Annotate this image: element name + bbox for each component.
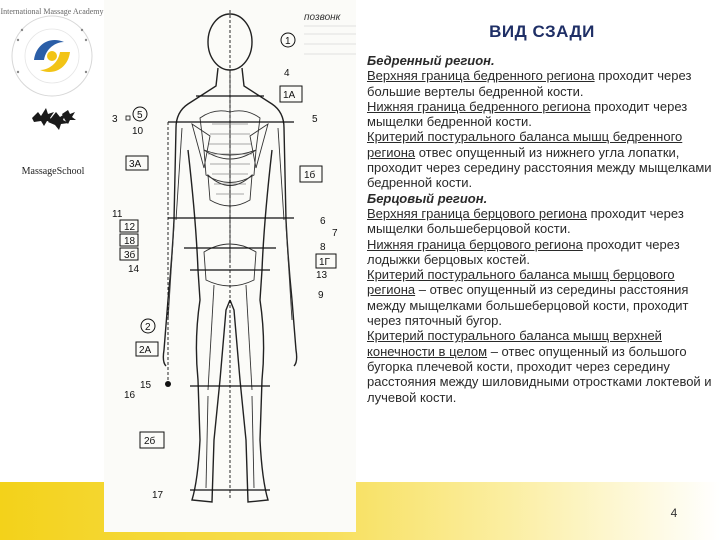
upper-limb-criterion-text: – отвес опущенный из большого бугорка плечевой кости, проходит через середину расстояния между шиловидными отростками локтевой и лучевой кости.: [367, 343, 712, 405]
marker-right: 7: [332, 228, 338, 239]
tibial-lower-label: Нижняя граница берцового региона: [367, 236, 583, 252]
figure-top-word: позвонк: [304, 12, 341, 23]
paragraph: [367, 68, 713, 99]
marker-left: 2: [145, 322, 151, 333]
femoral-criterion-text: отвес опущенный из нижнего угла лопатки, проходит через середину расстояния между мыщелками бедренной кости.: [367, 144, 712, 191]
paragraph: [367, 206, 713, 237]
marker-left: 10: [132, 126, 144, 137]
femoral-upper-text: проходит через большие вертелы бедренной кости.: [367, 68, 692, 99]
marker-left: 15: [140, 380, 152, 391]
body-text: [367, 53, 713, 405]
slide-title: ВИД СЗАДИ: [489, 22, 595, 41]
femoral-upper-label: Верхняя граница бедренного региона: [367, 68, 595, 84]
paragraph: [367, 237, 713, 268]
tibial-criterion-text: – отвес опущенный из середины расстояния между мыщелками большеберцовой кости, проходит через пяточный бугор.: [367, 282, 689, 329]
marker-right: 1: [285, 36, 291, 47]
marker-right: 1б: [304, 170, 316, 181]
tibial-criterion-label: Критерий постурального баланса мышц берцового региона: [367, 267, 675, 298]
marker-right: 4: [284, 68, 290, 79]
marker-right: 13: [316, 270, 328, 281]
marker-left: 11: [112, 209, 123, 220]
marker-left: 16: [124, 390, 136, 401]
upper-limb-criterion-label: Критерий постурального баланса мышц верхней конечности в целом: [367, 328, 662, 359]
marker-right: 6: [320, 216, 326, 227]
marker-left: 3: [112, 114, 118, 125]
logo-ring-text: International Massage Academy: [0, 7, 104, 16]
anatomy-figure: [104, 0, 356, 532]
marker-left: 3А: [129, 159, 142, 170]
marker-left: 2б: [144, 436, 156, 447]
paragraph: [367, 328, 713, 404]
marker-right: 8: [320, 242, 326, 253]
marker-right: 5: [312, 114, 318, 125]
marker-left: 5: [137, 110, 143, 121]
tibial-lower-text: проходит через лодыжки берцовых костей.: [367, 236, 680, 267]
brand-name: MassageSchool: [21, 166, 85, 177]
marker-right: 9: [318, 290, 324, 301]
femoral-region-heading: Бедренный регион.: [367, 53, 495, 68]
marker-left: 17: [152, 490, 164, 501]
page-number: 4: [670, 506, 678, 520]
paragraph: [367, 99, 713, 130]
paragraph: [367, 129, 713, 190]
skeleton-back-view-illustration: [104, 0, 356, 532]
marker-left: 18: [124, 236, 136, 247]
femoral-lower-text: проходит через мыщелки бедренной кости.: [367, 98, 688, 130]
marker-left: 14: [128, 264, 140, 275]
tibial-region-heading: Берцовый регион.: [367, 190, 488, 206]
marker-left: 3б: [124, 250, 136, 261]
logo-area: [0, 0, 104, 250]
femoral-criterion-label: Критерий постурального баланса мышц бедренного региона: [367, 129, 683, 160]
marker-right: 1А: [283, 90, 296, 101]
paragraph: [367, 267, 713, 328]
marker-left: 2А: [139, 345, 152, 356]
tibial-upper-text: проходит через мыщелки большеберцовой кости.: [367, 205, 684, 237]
marker-left: 12: [124, 222, 136, 233]
tibial-upper-label: Верхняя граница берцового региона: [367, 205, 587, 221]
femoral-lower-label: Нижняя граница бедренного региона: [367, 98, 591, 114]
marker-right: 1Г: [319, 257, 330, 268]
academy-logo-icon: [0, 0, 104, 160]
